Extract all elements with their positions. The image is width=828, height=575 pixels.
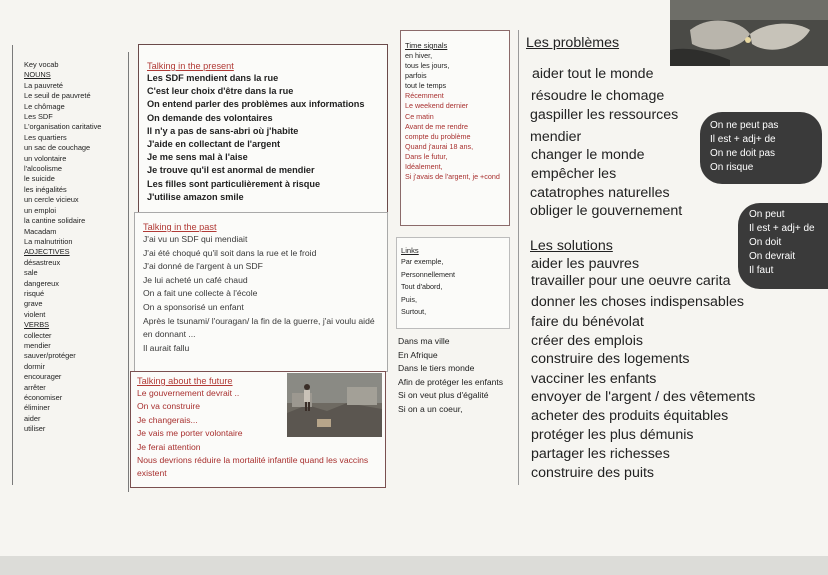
time-signal: en hiver, [405,51,433,60]
extra-phrase: Dans le tiers monde [398,363,475,374]
solution-item: faire du bénévolat [531,314,644,330]
time-signal: Avant de me rendre compte du problème [405,121,471,141]
vocab-noun: Les quartiers [24,132,67,142]
vocab-noun: un sac de couchage [24,143,91,153]
vocab-noun: La pauvreté [24,80,64,90]
vocab-noun: les inégalités [24,184,67,194]
past-line: J'ai vu un SDF qui mendiait [143,234,248,244]
present-line: C'est leur choix d'être dans la rue [147,86,294,97]
extra-phrase: Dans ma ville [398,336,450,346]
vocab-noun: l'alcoolisme [24,164,62,174]
present-line: Les SDF mendient dans la rue [147,73,279,83]
bubble-phrase: On ne peut pas [710,120,779,131]
present-line: Il n'y a pas de sans-abri où j'habite [147,125,299,136]
solution-item: construire des puits [531,465,655,481]
vocab-noun: le suicide [24,174,55,184]
divider-middle [518,30,519,485]
present-line: Je me sens mal à l'aise [147,152,248,163]
time-signal: Quand j'aurai 18 ans, [405,141,474,151]
present-line: J'aide en collectant de l'argent [147,139,281,150]
vocab-adjective: sale [24,268,38,278]
solution-item: aider les pauvres [531,256,640,272]
vocab-adjective: violent [24,309,46,319]
time-signal: Idéalement, [405,162,443,172]
vocab-noun: L'organisation caritative [24,122,102,132]
future-title: Talking about the future [137,376,233,386]
problem-item: aider tout le monde [532,66,654,82]
solution-item: envoyer de l'argent / des vêtements [531,389,756,405]
key-vocab-column [24,60,126,435]
link-word: Par exemple, [401,257,444,267]
vocab-verb: mendier [24,340,51,350]
nouns-heading: NOUNS [24,70,51,80]
vocab-adjective: risqué [24,288,45,298]
past-line: Je lui acheté un café chaud [143,274,248,285]
vocab-verb: aider [24,413,41,423]
vocab-noun: un cercle vicieux [24,195,79,205]
future-line: Je changerais... [137,414,198,425]
vocab-noun: Le seuil de pauvreté [24,91,91,101]
past-line: On a sponsorisé un enfant [143,301,244,312]
present-line: On demande des volontaires [147,112,273,123]
link-word: Surtout, [401,307,427,317]
vocab-verb: arrêter [24,382,46,392]
solution-item: protéger les plus démunis [531,427,694,443]
extra-phrases [398,335,506,417]
extra-phrase: Si on a un coeur, [398,403,463,414]
past-line: On a fait une collecte à l'école [143,288,258,299]
links-title: Links [401,246,419,255]
vocab-verb: éliminer [24,403,50,413]
divider-vocab [128,52,129,492]
vocab-verb: encourager [24,372,62,382]
vocab-noun: Les SDF [24,112,53,122]
bubble-phrase: On devrait [749,251,796,262]
vocab-verb: collecter [24,330,52,340]
time-signal: parfois [405,71,427,81]
time-signal: tout le temps [405,81,447,91]
problem-item: gaspiller les ressources [530,107,679,123]
positive-phrases-bubble [738,203,828,289]
time-signal: tous les jours, [405,61,450,71]
vocab-title: Key vocab [24,60,59,69]
bubble-phrase: Il est + adj+ de [749,223,815,234]
problem-item: résoudre le chomage [531,88,665,104]
future-line: Le gouvernement devrait .. [137,388,240,398]
time-signal: Dans le futur, [405,151,448,161]
vocab-noun: un volontaire [24,153,67,163]
past-title: Talking in the past [143,222,217,232]
present-box [138,44,388,216]
present-title: Talking in the present [147,61,234,71]
page-edge [0,556,828,575]
bubble-phrase: On ne doit pas [710,148,776,159]
link-word: Personnellement [401,269,455,279]
solution-item: vacciner les enfants [531,371,657,387]
future-line: On va construire [137,401,201,412]
present-line: Je trouve qu'il est anormal de mendier [147,165,315,176]
problem-item: catatrophes naturelles [530,185,670,201]
past-line: Après le tsunami/ l'ouragan/ la fin de la guerre, j'ai voulu aidé en donnant ... [143,315,375,340]
vocab-noun: La malnutrition [24,236,73,246]
slum-photo [287,373,382,437]
extra-phrase: En Afrique [398,349,438,360]
time-signals-box [400,30,510,226]
time-signals-title: Time signals [405,41,448,50]
problems-title: Les problèmes [526,35,620,51]
links-box [396,237,510,329]
bubble-phrase: Il est + adj+ de [710,134,776,145]
hands-photo [670,0,828,66]
vocab-adjective: grave [24,299,43,309]
time-signal: Ce matin [405,111,434,121]
time-signal: Récemment [405,91,444,101]
extra-phrase: Si on veut plus d'égalité [398,390,489,401]
link-word: Puis, [401,294,417,304]
past-line: Il aurait fallu [143,342,190,353]
vocab-noun: Macadam [24,226,57,236]
problem-item: empêcher les [531,166,617,182]
time-signal: Le weekend dernier [405,101,469,111]
bubble-phrase: On risque [710,162,754,173]
past-line: J'ai été choqué qu'il soit dans la rue et le froid [143,247,317,258]
past-line: J'ai donné de l'argent à un SDF [143,261,263,272]
vocab-verb: économiser [24,393,63,402]
extra-phrase: Afin de protéger les enfants [398,376,504,387]
future-line: Je ferai attention [137,441,201,452]
solutions-title: Les solutions [530,238,613,254]
solution-item: acheter des produits équitables [531,408,729,424]
vocab-adjective: dangereux [24,278,59,288]
divider-left [12,45,13,485]
bubble-phrase: Il faut [749,265,774,276]
problem-item: obliger le gouvernement [530,203,683,219]
problem-item: mendier [530,129,582,145]
vocab-adjective: désastreux [24,257,61,267]
past-box [134,212,388,372]
time-signal: Si j'avais de l'argent, je +cond [405,172,500,182]
vocab-noun: un emploi [24,205,57,215]
bubble-phrase: On peut [749,209,785,220]
vocab-verb: dormir [24,361,45,371]
link-word: Tout d'abord, [401,282,443,292]
future-line: Nous devrions réduire la mortalité infantile quand les vaccins existent [137,455,369,479]
future-line: Je vais me porter volontaire [137,428,243,439]
present-line: On entend parler des problèmes aux informations [147,99,365,110]
solution-item: travailler pour une oeuvre carita [531,273,731,289]
vocab-verb: sauver/protéger [24,351,76,361]
solution-item: créer des emplois [531,333,643,349]
verbs-heading: VERBS [24,320,50,330]
adjectives-heading: ADJECTIVES [24,247,70,257]
problem-item: changer le monde [531,147,645,163]
bubble-phrase: On doit [749,237,782,248]
negative-phrases-bubble [700,112,822,184]
solution-item: partager les richesses [531,446,670,462]
vocab-noun: Le chômage [24,101,65,111]
vocab-noun: la cantine solidaire [24,216,86,226]
solution-item: donner les choses indispensables [531,294,744,310]
solution-item: construire des logements [531,351,690,367]
present-line: Les filles sont particulièrement à risque [147,178,321,189]
present-line: J'utilise amazon smile [147,191,244,202]
vocab-verb: utiliser [24,424,46,434]
